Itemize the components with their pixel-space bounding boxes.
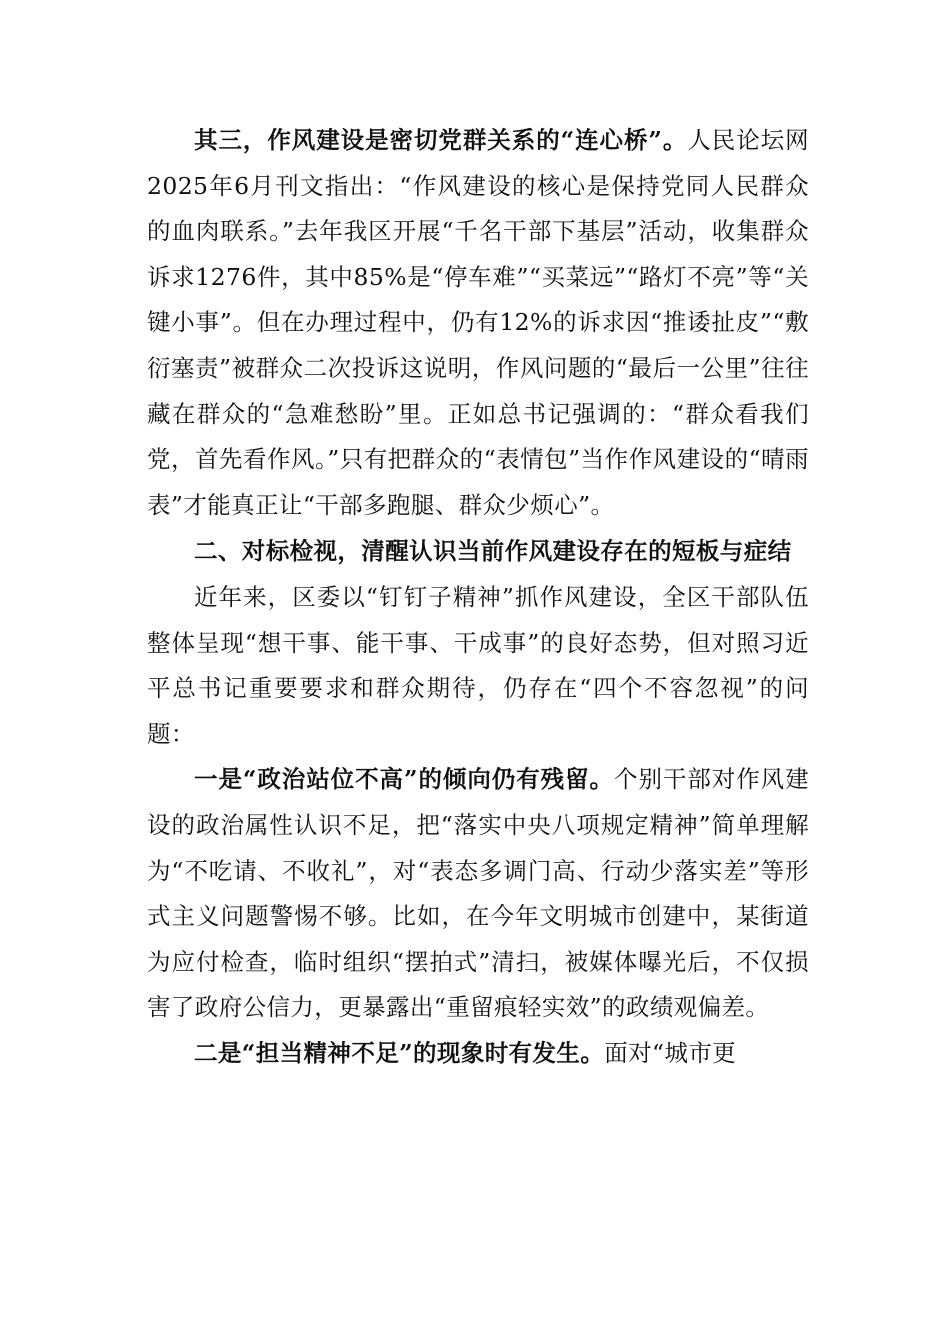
paragraph-text: 个别干部对作风建设的政治属性认识不足，把“落实中央八项规定精神”简单理解为“不吃请、不收礼”，对“表态多调门高、行动少落实差”等形式主义问题警惕不够。比如，在今年文明城市创建中，某街道为应付检查，临时组织“摆拍式”清扫，被媒体曝光后，不仅损害了政府公信力，更暴露出“重留痕轻实效”的政绩观偏差。 [147, 765, 809, 1022]
paragraph-text: 人民论坛网2025年6月刊文指出：“作风建设的核心是保持党同人民群众的血肉联系。”去年我区开展“千名干部下基层”活动，收集群众诉求1276件，其中85%是“停车难”“买菜远”“路灯不亮”等“关键小事”。但在办理过程中，仍有12%的诉求因“推诿扯皮”“敷衍塞责”被群众二次投诉这说明，作风问题的“最后一公里”往往藏在群众的“急难愁盼”里。正如总书记强调的：“群众看我们党，首先看作风。”只有把群众的“表情包”当作作风建设的“晴雨表”才能真正让“干部多跑腿、群众少烦心”。 [147, 126, 809, 519]
paragraph-political-stance [147, 757, 809, 1031]
paragraph-lead: 二是“担当精神不足”的现象时有发生。 [194, 1038, 605, 1067]
document-body [147, 118, 809, 1076]
paragraph-overview: 近年来，区委以“钉钉子精神”抓作风建设，全区干部队伍整体呈现“想干事、能干事、干成事”的良好态势，但对照习近平总书记重要要求和群众期待，仍存在“四个不容忽视”的问题： [147, 582, 809, 748]
paragraph-text: 面对“城市更 [604, 1038, 737, 1067]
paragraph-responsibility [147, 1031, 809, 1077]
paragraph-connecting-bridge [147, 118, 809, 528]
paragraph-lead: 其三，作风建设是密切党群关系的“连心桥”。 [194, 126, 688, 154]
paragraph-lead: 一是“政治站位不高”的倾向仍有残留。 [194, 765, 614, 794]
section-heading: 二、对标检视，清醒认识当前作风建设存在的短板与症结 [194, 537, 792, 566]
